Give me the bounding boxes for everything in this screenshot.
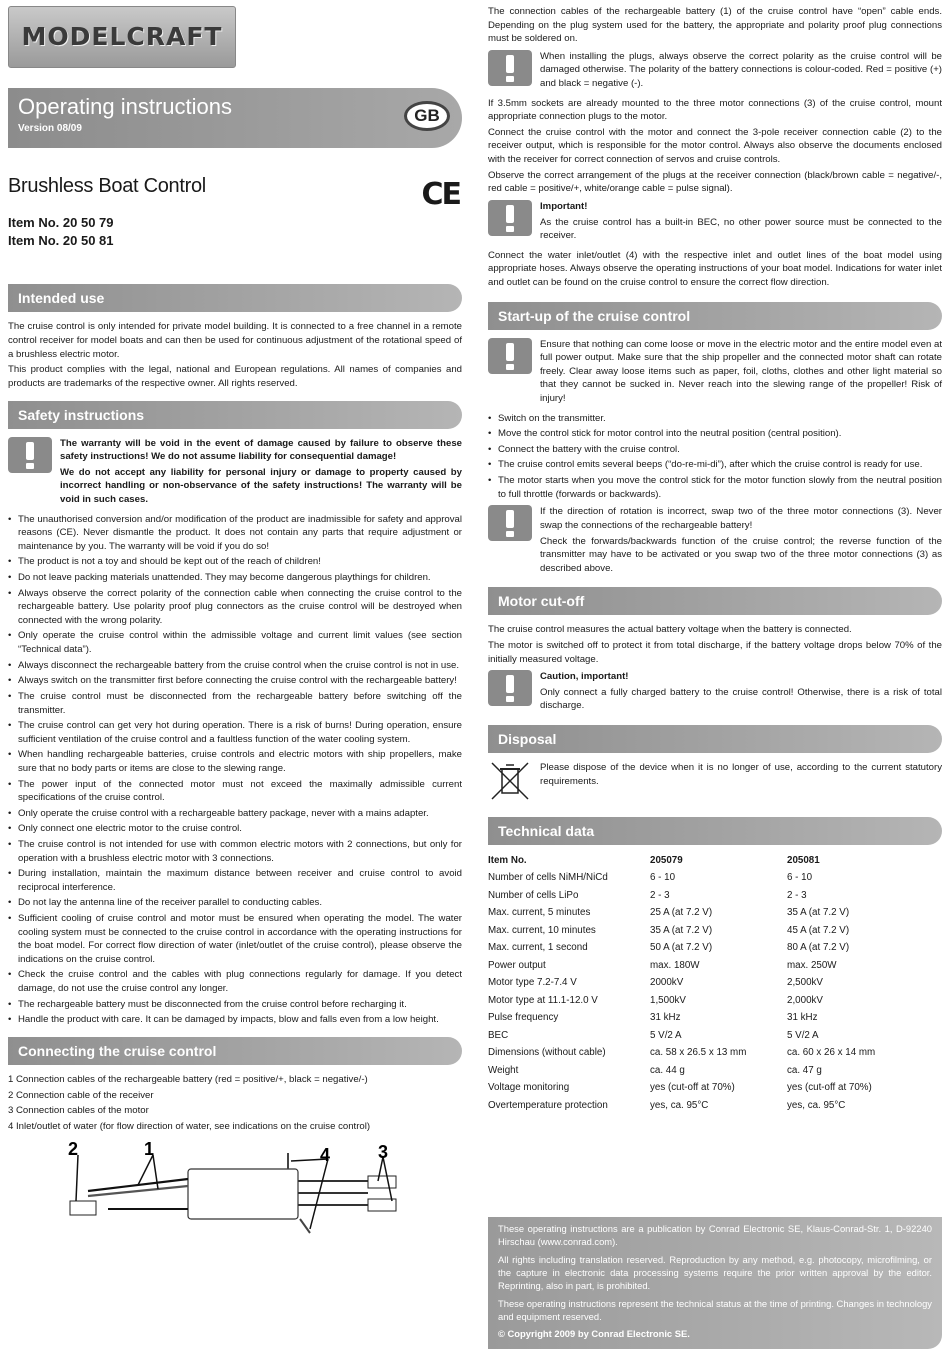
table-cell: ca. 60 x 26 x 14 mm xyxy=(787,1047,876,1059)
polarity-warning-text: When installing the plugs, always observe the correct polarity as the cruise control will be damaged otherwise. The polarity of the battery connections is colour-coded. Red = positive (+) and black = negative (-). xyxy=(540,50,942,90)
item-number-2: Item No. 20 50 81 xyxy=(8,232,114,248)
table-row xyxy=(488,958,942,976)
exclamation-icon xyxy=(488,505,532,541)
connection-list xyxy=(8,1073,462,1133)
table-cell: Motor type at 11.1-12.0 V xyxy=(488,994,598,1006)
operating-instructions-banner xyxy=(8,88,462,148)
disposal-heading: Disposal xyxy=(488,725,942,753)
table-cell: Max. current, 5 minutes xyxy=(488,907,591,919)
exclamation-icon xyxy=(488,50,532,86)
list-item: • Always switch on the transmitter first before connecting the cruise control with the rechargeable battery! xyxy=(8,674,462,688)
table-row xyxy=(488,923,942,941)
table-cell: 2,000kV xyxy=(787,994,823,1006)
table-cell: yes, ca. 95°C xyxy=(650,1099,709,1111)
table-header-row xyxy=(488,853,942,871)
right-column xyxy=(488,5,942,1115)
list-item: • The cruise control must be disconnected from the rechargeable battery before switching off the transmitter. xyxy=(8,690,462,717)
connect-p1: The connection cables of the rechargeable battery (1) of the cruise control have “open” cable ends. Depending on the plug system used for the battery, the appropriate and polarity proof plug connections must be soldered on. xyxy=(488,6,942,45)
table-cell: max. 180W xyxy=(650,959,700,971)
list-item: • Always disconnect the rechargeable battery from the cruise control when the cruise control is not in use. xyxy=(8,659,462,673)
cutoff-heading: Motor cut-off xyxy=(488,587,942,615)
table-row xyxy=(488,1098,942,1116)
list-item: • Move the control stick for motor control into the neutral position (central position). xyxy=(488,427,942,441)
list-item: • The motor starts when you move the control stick for the motor function slowly from the neutral position to full throttle (forwards or backwards). xyxy=(488,474,942,501)
list-item: • The cruise control can get very hot during operation. There is a risk of burns! During operation, ensure sufficient ventilation of the cruise control and a faultless function of the water cooling system. xyxy=(8,719,462,746)
water-outlet xyxy=(300,1219,310,1233)
list-item: 3 Connection cables of the motor xyxy=(8,1105,149,1117)
disposal-note xyxy=(488,761,942,801)
crossed-bin-icon xyxy=(488,761,532,801)
exclamation-icon xyxy=(488,200,532,236)
list-item: • Do not lay the antenna line of the receiver parallel to conducting cables. xyxy=(8,896,462,910)
label-2: 2 xyxy=(68,1141,79,1160)
list-item: • Connect the battery with the cruise control. xyxy=(488,443,942,457)
list-item: • The power input of the connected motor must not exceed the maximally admissible current specifications of the cruise control. xyxy=(8,778,462,805)
table-row xyxy=(488,975,942,993)
list-item: • The unauthorised conversion and/or modification of the product are inadmissible for safety and approval reasons (CE). Never dismantle the product. It does not contain any parts that require adjustment or maintenance by you. The warranty will be void if you do so! xyxy=(8,513,462,554)
receiver-plug xyxy=(70,1201,96,1215)
battery-cable-red xyxy=(88,1186,188,1196)
table-cell: Weight xyxy=(488,1064,519,1076)
cruise-control-diagram xyxy=(48,1141,468,1241)
table-cell: Number of cells LiPo xyxy=(488,889,579,901)
startup-steps xyxy=(488,412,942,502)
imprint-p2: All rights including translation reserved. Reproduction by any method, e.g. photocopy, microfilming, or the capture in electronic data processing systems require the prior written approval by the editor. Reprinting, also in part, is prohibited. xyxy=(498,1253,932,1292)
table-header-cell: Item No. xyxy=(488,854,527,866)
connect-p2: If 3.5mm sockets are already mounted to the three motor connections (3) of the cruise control, mount appropriate connection plugs to the motor. xyxy=(488,97,942,123)
table-cell: yes (cut-off at 70%) xyxy=(787,1082,872,1094)
caution-text: Only connect a fully charged battery to the cruise control! Otherwise, there is a risk of total discharge. xyxy=(540,686,942,712)
list-item: 1 Connection cables of the rechargeable battery (red = positive/+, black = negative/-) xyxy=(8,1073,368,1085)
startup-heading: Start-up of the cruise control xyxy=(488,302,942,330)
table-cell: Max. current, 10 minutes xyxy=(488,924,596,936)
list-item: • When handling rechargeable batteries, cruise controls and electric motors with ship propellers, make sure that no body parts or items are close to the slewing range. xyxy=(8,748,462,775)
table-cell: 2 - 3 xyxy=(787,889,807,901)
callout-line xyxy=(138,1155,153,1185)
rotation-warning-b: Check the forwards/backwards function of the cruise control; the reverse function of the transmitter may have to be activated or you swap two of the three motor connections (3) as described above. xyxy=(540,535,942,574)
copyright: © Copyright 2009 by Conrad Electronic SE. xyxy=(498,1328,690,1340)
intended-use-p2: This product complies with the legal, national and European regulations. All names of companies and products are trademarks of the respective owner. All rights reserved. xyxy=(8,364,462,389)
tech-heading: Technical data xyxy=(488,817,942,845)
list-item: • During installation, maintain the maximum distance between receiver and cruise control to avoid reciprocal interference. xyxy=(8,867,462,894)
table-cell: 6 - 10 xyxy=(650,872,676,884)
label-3: 3 xyxy=(378,1142,389,1163)
list-item: • The rechargeable battery must be disconnected from the cruise control before recharging it. xyxy=(8,998,462,1012)
table-cell: 50 A (at 7.2 V) xyxy=(650,942,713,954)
table-cell: 31 kHz xyxy=(787,1012,818,1024)
table-cell: ca. 47 g xyxy=(787,1064,822,1076)
list-item: 4 Inlet/outlet of water (for flow direction of water, see indications on the cruise control) xyxy=(8,1120,371,1132)
imprint-p3: These operating instructions represent the technical status at the time of printing. Changes in technology and equipment reserved. xyxy=(498,1297,932,1323)
startup-warning-text: Ensure that nothing can come loose or move in the electric motor and the entire model even at full power output. Make sure that the ship propeller and the connected motor shaft can rotate freely. Clear away loose items such as paper, foil, cloths, clothes and other light material so that they cannot be sucked in. Never reach into the slewing range of the propeller! Risk of injury! xyxy=(540,338,942,405)
rotation-warning xyxy=(488,505,942,577)
list-item: • Only connect one electric motor to the cruise control. xyxy=(8,822,462,836)
item-number-1: Item No. 20 50 79 xyxy=(8,215,114,231)
table-cell: 80 A (at 7.2 V) xyxy=(787,942,850,954)
table-row xyxy=(488,940,942,958)
table-cell: 5 V/2 A xyxy=(650,1029,682,1041)
table-cell: Number of cells NiMH/NiCd xyxy=(488,872,608,884)
table-cell: ca. 58 x 26.5 x 13 mm xyxy=(650,1047,747,1059)
table-cell: yes (cut-off at 70%) xyxy=(650,1082,735,1094)
safety-heading: Safety instructions xyxy=(8,401,462,429)
table-cell: 2,500kV xyxy=(787,977,823,989)
exclamation-icon xyxy=(488,338,532,374)
startup-warning xyxy=(488,338,942,408)
table-cell: Motor type 7.2-7.4 V xyxy=(488,977,577,989)
cutoff-p2: The motor is switched off to protect it from total discharge, if the battery voltage drops below 70% of the initially measured voltage. xyxy=(488,639,942,665)
list-item: • Do not leave packing materials unattended. They may become dangerous playthings for children. xyxy=(8,571,462,585)
table-cell: Max. current, 1 second xyxy=(488,942,588,954)
safety-list xyxy=(8,513,462,1027)
list-item: • Switch on the transmitter. xyxy=(488,412,942,426)
table-cell: 35 A (at 7.2 V) xyxy=(650,924,713,936)
table-row xyxy=(488,888,942,906)
connection-diagram xyxy=(48,1141,468,1241)
rotation-warning-a: If the direction of rotation is incorrect, swap two of the three motor connections (3). Never swap the connections of the rechargeable battery! xyxy=(540,506,942,531)
connect-p3: Connect the cruise control with the motor and connect the 3-pole receiver connection cable (2) to the receiver output, which is responsible for the motor control. Always also observe the documents enclosed with the receiver for correct connection of servos and cruise controls. xyxy=(488,126,942,166)
exclamation-icon xyxy=(8,437,52,473)
list-item: • Only operate the cruise control with a rechargeable battery package, never with a mains adapter. xyxy=(8,807,462,821)
connecting-heading: Connecting the cruise control xyxy=(8,1037,462,1065)
label-4: 4 xyxy=(320,1145,331,1166)
intended-use-p1: The cruise control is only intended for private model building. It is connected to a free channel in a remote control receiver for model boats and can then be used for continuous adjustment of the rotational speed of a brushless electric motor. xyxy=(8,321,462,360)
important-text: As the cruise control has a built-in BEC, no other power source must be connected to the receiver. xyxy=(540,216,942,242)
list-item: • Check the cruise control and the cables with plug connections regularly for damage. If you detect damage, do not use the cruise control any longer. xyxy=(8,968,462,995)
list-item: • Handle the product with care. It can be damaged by impacts, blow and falls even from a low height. xyxy=(8,1013,462,1027)
table-cell: Power output xyxy=(488,959,546,971)
connect-p5: Connect the water inlet/outlet (4) with the respective inlet and outlet lines of the boat model using appropriate hoses. Always observe the operating instructions of your boat model. Indications for water inlet and outlet can be found on the cruise control to ensure the correct flow direction. xyxy=(488,249,942,288)
banner-version: Version 08/09 xyxy=(18,123,82,135)
imprint-p1: These operating instructions are a publication by Conrad Electronic SE, Klaus-Conrad-Str. 1, D-92240 Hirschau (www.conrad.com). xyxy=(498,1223,932,1248)
connect-p4: Observe the correct arrangement of the plugs at the receiver connection (black/brown cable = negative/-, red cable = positive/+, white/orange cable = pulse signal). xyxy=(488,169,942,195)
safety-warning xyxy=(8,437,462,509)
safety-warning-2: We do not accept any liability for personal injury or damage to property caused by incorrect handling or non-observance of the safety instructions! The warranty will be void in such cases. xyxy=(60,466,462,505)
table-cell: 6 - 10 xyxy=(787,872,813,884)
table-row xyxy=(488,1045,942,1063)
table-cell: Pulse frequency xyxy=(488,1012,559,1024)
table-row xyxy=(488,1010,942,1028)
exclamation-icon xyxy=(488,670,532,706)
table-cell: 2 - 3 xyxy=(650,889,670,901)
safety-warning-1: The warranty will be void in the event of damage caused by failure to observe these safety instructions! We do not assume liability for consequential damage! xyxy=(60,437,462,463)
important-title: Important! xyxy=(540,200,588,212)
table-row xyxy=(488,1028,942,1046)
table-row xyxy=(488,1063,942,1081)
label-1: 1 xyxy=(144,1141,155,1160)
motor-plug xyxy=(368,1176,396,1188)
table-row xyxy=(488,870,942,888)
table-cell: ca. 44 g xyxy=(650,1064,685,1076)
list-item: 2 Connection cable of the receiver xyxy=(8,1089,154,1101)
ce-mark: CE xyxy=(421,177,460,212)
table-cell: 5 V/2 A xyxy=(787,1029,819,1041)
table-row xyxy=(488,1080,942,1098)
table-row xyxy=(488,993,942,1011)
imprint-box xyxy=(488,1217,942,1349)
table-cell: 1,500kV xyxy=(650,994,686,1006)
table-cell: 45 A (at 7.2 V) xyxy=(787,924,850,936)
table-row xyxy=(488,905,942,923)
table-cell: Dimensions (without cable) xyxy=(488,1047,606,1059)
table-header-cell: 205079 xyxy=(650,854,683,866)
table-cell: yes, ca. 95°C xyxy=(787,1099,846,1111)
disposal-text: Please dispose of the device when it is no longer of use, according to the current statutory requirements. xyxy=(540,761,942,787)
list-item: • Always observe the correct polarity of the connection cable when connecting the cruise control to the rechargeable battery. Use polarity proof plug connectors as the cruise control will be destroyed when connected with the wrong polarity. xyxy=(8,587,462,628)
intended-use-heading: Intended use xyxy=(8,284,462,312)
caution-title: Caution, important! xyxy=(540,671,629,683)
country-badge: GB xyxy=(404,101,450,131)
table-cell: Overtemperature protection xyxy=(488,1099,608,1111)
bec-warning xyxy=(488,200,942,245)
left-column xyxy=(8,6,462,1241)
table-cell: BEC xyxy=(488,1029,509,1041)
brand-text: MODELCRAFT xyxy=(21,22,223,52)
polarity-warning xyxy=(488,50,942,93)
tech-table xyxy=(488,853,942,1116)
cutoff-p1: The cruise control measures the actual battery voltage when the battery is connected. xyxy=(488,624,852,636)
table-header-cell: 205081 xyxy=(787,854,820,866)
table-cell: 25 A (at 7.2 V) xyxy=(650,907,713,919)
table-cell: max. 250W xyxy=(787,959,837,971)
table-cell: Voltage monitoring xyxy=(488,1082,570,1094)
controller-body xyxy=(188,1169,298,1219)
callout-line xyxy=(76,1155,78,1201)
list-item: • The cruise control emits several beeps (“do-re-mi-di”), after which the cruise control is ready for use. xyxy=(488,458,942,472)
table-cell: 35 A (at 7.2 V) xyxy=(787,907,850,919)
modelcraft-logo xyxy=(8,6,236,68)
product-title: Brushless Boat Control xyxy=(8,175,206,197)
list-item: • Only operate the cruise control within the admissible voltage and current limit values (see section “Technical data”). xyxy=(8,629,462,656)
table-cell: 31 kHz xyxy=(650,1012,681,1024)
table-cell: 2000kV xyxy=(650,977,684,989)
list-item: • The product is not a toy and should be kept out of the reach of children! xyxy=(8,555,462,569)
list-item: • The cruise control is not intended for use with common electric motors with 2 connections, but only for operation with a brushless electric motor with 3 connections. xyxy=(8,838,462,865)
banner-title: Operating instructions xyxy=(18,94,232,119)
cutoff-warning xyxy=(488,670,942,715)
list-item: • Sufficient cooling of cruise control and motor must be ensured when operating the model. The water cooling system must be connected to the cruise control in accordance with the operating instructions for the boat model. For correct flow direction of water (inlet/outlet of the cruise control), please observe the indications on the cruise control. xyxy=(8,912,462,966)
